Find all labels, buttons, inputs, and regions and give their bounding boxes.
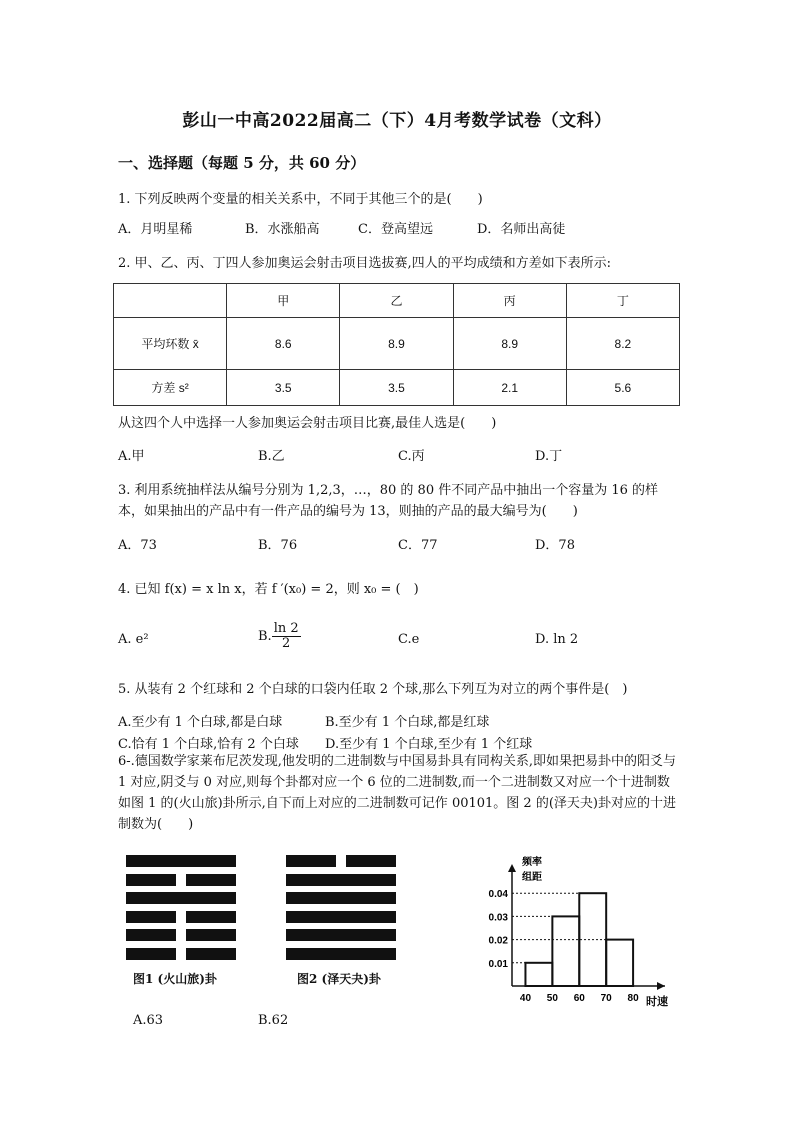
yang-line [286, 874, 396, 886]
score-table [113, 283, 680, 406]
fraction-numerator: ln 2 [273, 621, 299, 636]
table-cell: 5.6 [566, 370, 679, 406]
table-header-cell: 乙 [340, 284, 453, 318]
table-cell: 8.9 [453, 318, 566, 370]
table-cell: 2.1 [453, 370, 566, 406]
question-2-option-b: B.乙 [258, 449, 285, 464]
question-2-stem: 2. 甲、乙、丙、丁四人参加奥运会射击项目选拔赛,四人的平均成绩和方差如下表所示: [118, 256, 612, 271]
question-4-option-b [258, 622, 301, 651]
table-row-label: 平均环数 x̄ [114, 318, 227, 370]
y-tick-label: 0.02 [488, 935, 508, 947]
figure-1-caption: 图1 (火山旅)卦 [133, 972, 217, 986]
x-axis-arrow [657, 982, 665, 990]
yin-line-segment [126, 929, 176, 941]
page-title: 彭山一中高2022届高二（下）4月考数学试卷（文科） [182, 111, 612, 131]
yin-line-segment [186, 948, 236, 960]
table-cell: 8.6 [227, 318, 340, 370]
question-3-option-a: A．73 [118, 538, 157, 553]
question-5-option-a: A.至少有 1 个白球,都是白球 [118, 715, 283, 730]
table-header-cell: 甲 [227, 284, 340, 318]
table-header-cell: 丁 [566, 284, 679, 318]
table-header-row [114, 284, 680, 318]
yang-line [286, 911, 396, 923]
question-2-option-c: C.丙 [398, 449, 425, 464]
question-4-option-a: A. e² [118, 632, 149, 647]
question-3-line-1: 3. 利用系统抽样法从编号分别为 1,2,3，…，80 的 80 件不同产品中抽出一个容量为 16 的样 [118, 483, 659, 498]
yin-line-segment [126, 874, 176, 886]
question-4-option-d: D. ln 2 [535, 632, 579, 647]
option-b-prefix: B. [258, 629, 272, 644]
fraction [272, 622, 301, 651]
histogram-bar [552, 916, 579, 986]
x-tick-label: 70 [600, 993, 612, 1004]
question-4-stem: 4. 已知 f(x) = x ln x，若 f ′(x₀) = 2，则 x₀ = ( ) [118, 582, 419, 597]
y-tick-label: 0.03 [488, 912, 508, 924]
figure-2-caption: 图2 (泽天夬)卦 [297, 972, 381, 986]
y-axis-label-top: 频率 [522, 857, 542, 868]
question-1-option-c: C．登高望远 [358, 222, 433, 237]
x-tick-label: 50 [546, 993, 558, 1004]
table-cell: 3.5 [227, 370, 340, 406]
question-6-option-b: B.62 [258, 1013, 289, 1028]
question-3-option-d: D．78 [535, 538, 575, 553]
yin-line-segment [286, 855, 336, 867]
hexagram-figure-1 [126, 855, 236, 965]
question-6-option-a: A.63 [133, 1013, 164, 1028]
yang-line [286, 948, 396, 960]
question-1-option-d: D．名师出高徒 [477, 222, 566, 237]
y-axis-arrow [508, 864, 516, 872]
question-3-line-2: 本，如果抽出的产品中有一件产品的编号为 13，则抽的产品的最大编号为( ) [118, 504, 578, 519]
yin-line-segment [346, 855, 396, 867]
yang-line [286, 929, 396, 941]
yin-line-segment [126, 948, 176, 960]
yang-line [126, 892, 236, 904]
question-1-option-a: A．月明星稀 [118, 222, 193, 237]
question-5-option-c: C.恰有 1 个白球,恰有 2 个白球 [118, 737, 299, 752]
question-1-option-b: B．水涨船高 [245, 222, 320, 237]
question-2-option-a: A.甲 [118, 449, 145, 464]
yang-line [286, 892, 396, 904]
yin-line-segment [186, 929, 236, 941]
question-5-stem: 5. 从装有 2 个红球和 2 个白球的口袋内任取 2 个球,那么下列互为对立的两个事件是( ) [118, 682, 628, 697]
table-row [114, 318, 680, 370]
table-cell: 3.5 [340, 370, 453, 406]
yin-line-segment [126, 911, 176, 923]
y-tick-label: 0.01 [488, 958, 508, 970]
histogram-chart [470, 850, 680, 1010]
table-cell: 8.2 [566, 318, 679, 370]
fraction-denominator: 2 [282, 636, 291, 651]
question-5-option-d: D.至少有 1 个白球,至少有 1 个红球 [325, 737, 533, 752]
question-6-text: 6-.德国数学家莱布尼茨发现,他发明的二进制数与中国易卦具有同构关系,即如果把易卦中的阳爻与 1 对应,阴爻与 0 对应,则每个卦都对应一个 6 位的二进制数,而一个二进制数又对应一个十进制数如图 1 的(火山旅)卦所示,自下而上对应的二进制数可记作 00101。图 2 的(泽天夬)卦对应的十进制数为( ) [118, 754, 677, 832]
question-2-followup: 从这四个人中选择一人参加奥运会射击项目比赛,最佳人选是( ) [118, 416, 497, 431]
question-4-option-c: C.e [398, 632, 420, 647]
hexagram-figure-2 [286, 855, 396, 965]
table-header-cell [114, 284, 227, 318]
section-heading: 一、选择题（每题 5 分，共 60 分） [118, 154, 366, 172]
question-3-option-b: B．76 [258, 538, 298, 553]
question-5-option-b: B.至少有 1 个白球,都是红球 [325, 715, 490, 730]
yin-line-segment [186, 874, 236, 886]
table-cell: 8.9 [340, 318, 453, 370]
yin-line-segment [186, 911, 236, 923]
x-tick-label: 60 [573, 993, 585, 1004]
table-header-cell: 丙 [453, 284, 566, 318]
y-tick-label: 0.04 [488, 889, 508, 901]
x-axis-label: 时速 [646, 996, 668, 1008]
question-3-option-c: C．77 [398, 538, 438, 553]
table-row-label: 方差 s² [114, 370, 227, 406]
histogram-bar [606, 940, 633, 986]
question-1-stem: 1. 下列反映两个变量的相关关系中，不同于其他三个的是( ) [118, 192, 483, 207]
x-tick-label: 40 [519, 993, 532, 1004]
y-axis-label-bottom: 组距 [522, 872, 542, 883]
question-2-option-d: D.丁 [535, 449, 563, 464]
x-tick-label: 80 [627, 993, 639, 1004]
yang-line [126, 855, 236, 867]
histogram-bar [525, 963, 552, 986]
table-row [114, 370, 680, 406]
